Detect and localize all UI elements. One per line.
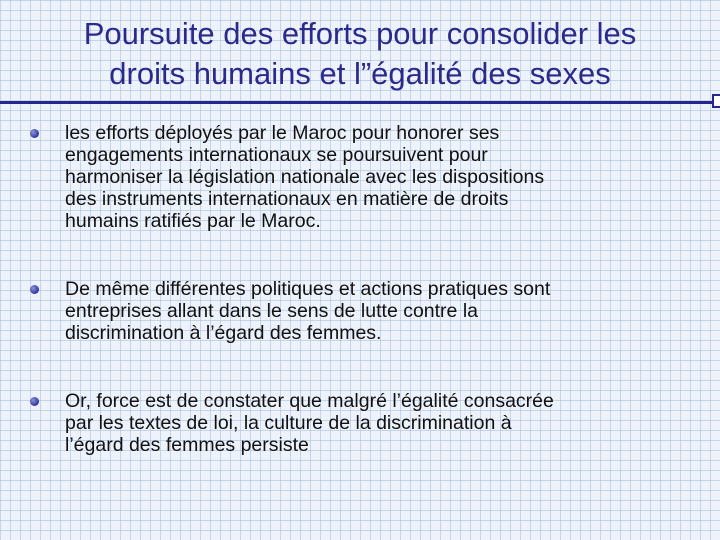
divider-end-box [712,94,720,108]
bullet-dot-icon [30,129,39,138]
bullet-text-line: harmoniser la législation nationale avec les dispositions [65,166,545,188]
bullet-text-line: des instruments internationaux en matière de droits [65,188,509,210]
bullet-text-line: engagements internationaux se poursuivent pour [65,144,488,166]
slide-title-line-1: Poursuite des efforts pour consolider les [83,16,637,51]
bullet-list [30,122,690,456]
bullet-item [30,278,690,344]
bullet-text-line: les efforts déployés par le Maroc pour honorer ses [65,122,500,144]
bullet-item [30,390,690,456]
bullet-text-line: entreprises allant dans le sens de lutte contre la [65,300,478,322]
bullet-dot-icon [30,397,39,406]
bullet-dot-icon [30,285,39,294]
bullet-text-line: par les textes de loi, la culture de la discrimination à [65,412,512,434]
slide-title-line-2: droits humains et l”égalité des sexes [109,56,611,91]
bullet-text-line: discrimination à l’égard des femmes. [65,322,382,344]
bullet-text-line: humains ratifiés par le Maroc. [65,210,321,232]
slide-title [20,14,700,94]
bullet-text-line: l’égard des femmes persiste [65,434,309,456]
bullet-item [30,122,690,232]
bullet-text-line: De même différentes politiques et actions pratiques sont [65,278,551,300]
title-divider [0,101,720,104]
bullet-text-line: Or, force est de constater que malgré l’égalité consacrée [65,390,554,412]
